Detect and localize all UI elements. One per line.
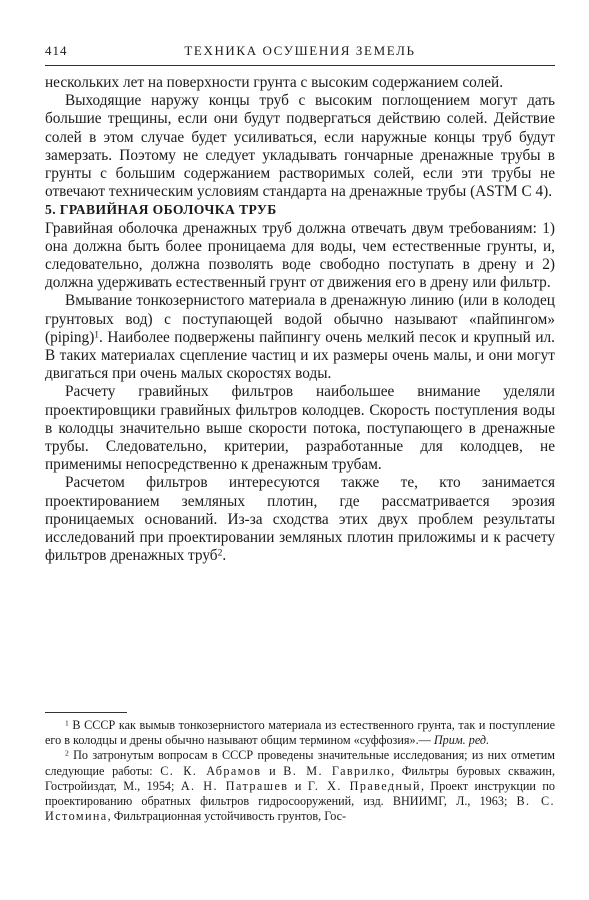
footnote-mark: 2 (65, 749, 69, 759)
footnote-text: , Фильтрационная устойчивость грунтов, Гос- (107, 809, 347, 824)
footnote-text: и (261, 763, 284, 778)
footnote-text: , Фильтры буровых скважин, Гостройиздат, М., 1954; (45, 763, 556, 793)
author-name: В. М. Гаврилко (283, 763, 392, 778)
paragraph (45, 474, 555, 565)
footnote (45, 718, 555, 748)
author-name: В. С. Истомина (45, 794, 555, 824)
author-name: С. К. Абрамов (160, 763, 262, 778)
footnote-ref: 2 (217, 549, 223, 560)
page-header (45, 43, 555, 66)
paragraph-text: Расчетом фильтров интересуются также те, кто занимается проектированием земляных плотин, где рассматривается эрозия проницаемых оснований. Из-за сходства этих двух проблем результаты исследований при проектировании земляных плотин приложимы и к расчету фильтров дренажных труб (45, 474, 555, 565)
editor-note: Прим. ред. (433, 733, 490, 748)
footnote-mark: 1 (65, 718, 69, 728)
page-number: 414 (45, 43, 68, 58)
running-title: ТЕХНИКА ОСУШЕНИЯ ЗЕМЕЛЬ (184, 43, 416, 58)
paragraph (45, 292, 555, 383)
footnote (45, 748, 555, 824)
author-name: Г. Х. Праведный (307, 778, 421, 793)
paragraph: Выходящие наружу концы труб с высоким поглощением могут дать большие трещины, если они будут подвергаться действию солей. Действие солей в этом случае будет усиливаться, если наружные концы труб будут замерзать. Поэтому не следует укладывать гончарные дренажные трубы в грунты с большим содержанием растворимых солей, если эти трубы не отвечают техническим условиям стандарта на дренажные трубы (ASTM C 4). (45, 92, 555, 201)
footnote-divider (45, 712, 127, 713)
paragraph: Расчету гравийных фильтров наибольшее внимание уделяли проектировщики гравийных фильтров колодцев. Скорость поступления воды в колодцы значительно выше скорости потока, поступающего в дренажные трубы. Следовательно, критерии, разработанные для колодцев, не применимы непосредственно к дренажным трубам. (45, 383, 555, 474)
paragraph: нескольких лет на поверхности грунта с высоким содержанием солей. (45, 74, 504, 91)
section-title: 5. ГРАВИЙНАЯ ОБОЛОЧКА ТРУБ (45, 202, 277, 218)
footnote-text: и (288, 778, 308, 793)
author-name: А. Н. Патрашев (180, 778, 289, 793)
paragraph-text: Вмывание тонкозернистого материала в дренажную линию (или в колодец грунтовых вод) с поступающей водой обычно называют «пайпингом» (piping) (45, 292, 555, 346)
footnote-ref: 1 (94, 330, 100, 341)
footnote-text: В СССР как вымыв тонкозернистого материала из естественного грунта, так и поступление его в колодцы и дрены обычно называют общим термином «суффозия».— (45, 718, 555, 748)
footnote-text: , Проект инструкции по проектированию обратных фильтров гидросооружений, изд. ВНИИМГ, Л., 1963; (45, 778, 555, 809)
paragraph-text: . Наиболее подвержены пайпингу очень мелкий песок и крупный ил. В таких материалах сцепление частиц и их размеры очень малы, и они могут двигаться при очень малых скоростях воды. (45, 328, 555, 383)
footnotes (45, 718, 555, 824)
main-text (45, 74, 555, 565)
footnote-text: По затронутым вопросам в СССР проведены значительные исследования; из них отметим следующие работы: (45, 748, 555, 778)
paragraph-text: . (222, 547, 227, 565)
paragraph: Гравийная оболочка дренажных труб должна отвечать двум требованиям: 1) она должна быть более проницаема для воды, чем естественные грунты, и, следовательно, должна позволять воде свободно поступать в дрену и 2) должна удерживать естественный грунт от движения его в дрену или фильтр. (45, 219, 555, 292)
